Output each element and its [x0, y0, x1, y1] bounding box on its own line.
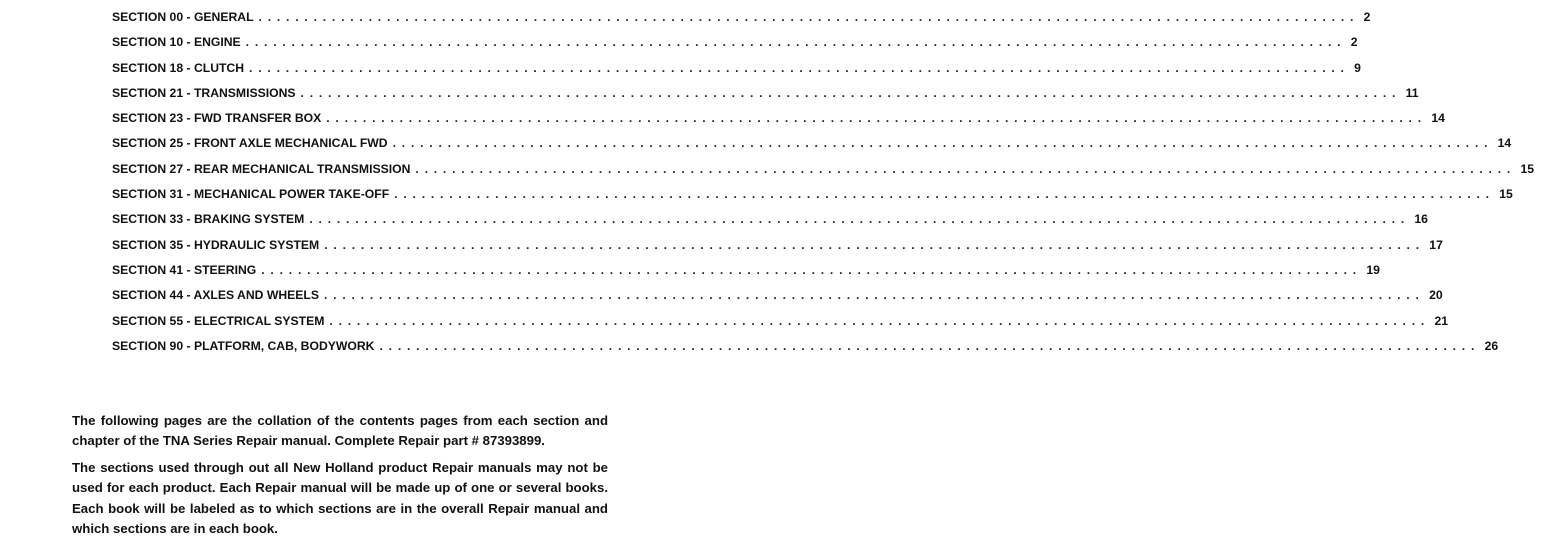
toc-entry[interactable] — [112, 10, 1371, 35]
toc-entry[interactable] — [112, 35, 1358, 60]
toc-entry[interactable] — [112, 288, 1443, 313]
notes-block — [72, 411, 608, 546]
toc-entry-page: 26 — [1484, 338, 1499, 353]
toc-entry[interactable] — [112, 111, 1445, 136]
toc-entry-label: SECTION 10 - ENGINE — [112, 35, 241, 50]
toc-entry-label: SECTION 33 - BRAKING SYSTEM — [112, 212, 305, 227]
toc-entry-label: SECTION 21 - TRANSMISSIONS — [112, 85, 296, 100]
toc-entry-page: 20 — [1429, 288, 1443, 303]
toc-dot-leader: . . . . . . . . . . . . . . . . . . . . . . . . . . . . . . . . . . . . . . . . . . . . . . . . . . . . . . . . . . . . . . . . . . . . . . . . . . . . . . . . . . . . . . . . . . . . . . . . . . . . . . . . . . . . . . . . . . . . . . . . — [309, 212, 1406, 227]
toc-dot-leader: . . . . . . . . . . . . . . . . . . . . . . . . . . . . . . . . . . . . . . . . . . . . . . . . . . . . . . . . . . . . . . . . . . . . . . . . . . . . . . . . . . . . . . . . . . . . . . . . . . . . . . . . . . . . . . . . . . . . . . . . — [323, 288, 1421, 303]
toc-dot-leader: . . . . . . . . . . . . . . . . . . . . . . . . . . . . . . . . . . . . . . . . . . . . . . . . . . . . . . . . . . . . . . . . . . . . . . . . . . . . . . . . . . . . . . . . . . . . . . . . . . . . . . . . . . . . . . . . . . . . . . . . — [415, 161, 1512, 176]
toc-entry-page: 16 — [1414, 212, 1428, 227]
toc-entry[interactable] — [112, 237, 1443, 263]
toc-entry-label: SECTION 44 - AXLES AND WHEELS — [112, 288, 319, 303]
toc-dot-leader: . . . . . . . . . . . . . . . . . . . . . . . . . . . . . . . . . . . . . . . . . . . . . . . . . . . . . . . . . . . . . . . . . . . . . . . . . . . . . . . . . . . . . . . . . . . . . . . . . . . . . . . . . . . . . . . . . . . . . . . . — [394, 187, 1491, 202]
toc-entry-label: SECTION 25 - FRONT AXLE MECHANICAL FWD — [112, 136, 388, 151]
toc-entry[interactable] — [112, 212, 1428, 237]
toc-entry[interactable] — [112, 136, 1512, 161]
table-of-contents — [112, 10, 1535, 364]
toc-entry[interactable] — [112, 60, 1361, 86]
toc-entry[interactable] — [112, 338, 1499, 364]
toc-dot-leader: . . . . . . . . . . . . . . . . . . . . . . . . . . . . . . . . . . . . . . . . . . . . . . . . . . . . . . . . . . . . . . . . . . . . . . . . . . . . . . . . . . . . . . . . . . . . . . . . . . . . . . . . . . . . . . . . . . . . . . . . — [245, 35, 1342, 50]
toc-entry-page: 2 — [1363, 10, 1371, 24]
toc-entry-label: SECTION 35 - HYDRAULIC SYSTEM — [112, 237, 320, 252]
toc-entry-label: SECTION 31 - MECHANICAL POWER TAKE-OFF — [112, 187, 390, 202]
toc-dot-leader: . . . . . . . . . . . . . . . . . . . . . . . . . . . . . . . . . . . . . . . . . . . . . . . . . . . . . . . . . . . . . . . . . . . . . . . . . . . . . . . . . . . . . . . . . . . . . . . . . . . . . . . . . . . . . . . . . . . . . . . . — [249, 60, 1346, 75]
toc-entry-label: SECTION 27 - REAR MECHANICAL TRANSMISSION — [112, 161, 411, 176]
toc-dot-leader: . . . . . . . . . . . . . . . . . . . . . . . . . . . . . . . . . . . . . . . . . . . . . . . . . . . . . . . . . . . . . . . . . . . . . . . . . . . . . . . . . . . . . . . . . . . . . . . . . . . . . . . . . . . . . . . . . . . . . . . . — [392, 136, 1489, 151]
toc-entry-label: SECTION 23 - FWD TRANSFER BOX — [112, 111, 322, 126]
toc-entry-label: SECTION 18 - CLUTCH — [112, 60, 245, 75]
toc-entry-page: 11 — [1405, 85, 1419, 100]
note-paragraph-sections: The sections used through out all New Holland product Repair manuals may not be used for each product. Each Repair manual will be made up of one or several books. Each book will be labeled as to which sections are in the overall Repair manual and which sections are in each book. — [72, 460, 608, 536]
toc-entry-page: 15 — [1520, 161, 1535, 176]
toc-entry-label: SECTION 90 - PLATFORM, CAB, BODYWORK — [112, 338, 375, 353]
toc-entry-page: 15 — [1499, 187, 1513, 202]
toc-entry[interactable] — [112, 85, 1419, 111]
toc-entry-page: 2 — [1350, 35, 1358, 50]
toc-dot-leader: . . . . . . . . . . . . . . . . . . . . . . . . . . . . . . . . . . . . . . . . . . . . . . . . . . . . . . . . . . . . . . . . . . . . . . . . . . . . . . . . . . . . . . . . . . . . . . . . . . . . . . . . . . . . . . . . . . . . . . . . — [324, 237, 1421, 252]
toc-entry[interactable] — [112, 187, 1513, 212]
toc-entry-page: 9 — [1354, 60, 1361, 75]
toc-entry[interactable] — [112, 262, 1380, 288]
toc-dot-leader: . . . . . . . . . . . . . . . . . . . . . . . . . . . . . . . . . . . . . . . . . . . . . . . . . . . . . . . . . . . . . . . . . . . . . . . . . . . . . . . . . . . . . . . . . . . . . . . . . . . . . . . . . . . . . . . . . . . . . . . . — [326, 111, 1423, 126]
toc-dot-leader: . . . . . . . . . . . . . . . . . . . . . . . . . . . . . . . . . . . . . . . . . . . . . . . . . . . . . . . . . . . . . . . . . . . . . . . . . . . . . . . . . . . . . . . . . . . . . . . . . . . . . . . . . . . . . . . . . . . . . . . . — [329, 313, 1426, 328]
toc-entry-label: SECTION 00 - GENERAL — [112, 10, 254, 24]
toc-entry-page: 21 — [1434, 313, 1449, 328]
toc-dot-leader: . . . . . . . . . . . . . . . . . . . . . . . . . . . . . . . . . . . . . . . . . . . . . . . . . . . . . . . . . . . . . . . . . . . . . . . . . . . . . . . . . . . . . . . . . . . . . . . . . . . . . . . . . . . . . . . . . . . . . . . . — [261, 262, 1358, 277]
toc-entry-label: SECTION 41 - STEERING — [112, 262, 257, 277]
toc-entry-page: 14 — [1497, 136, 1512, 151]
toc-entry-label: SECTION 55 - ELECTRICAL SYSTEM — [112, 313, 325, 328]
toc-entry-page: 19 — [1366, 262, 1380, 277]
toc-dot-leader: . . . . . . . . . . . . . . . . . . . . . . . . . . . . . . . . . . . . . . . . . . . . . . . . . . . . . . . . . . . . . . . . . . . . . . . . . . . . . . . . . . . . . . . . . . . . . . . . . . . . . . . . . . . . . . . . . . . . . . . . — [379, 338, 1476, 353]
toc-entry-page: 17 — [1429, 237, 1443, 252]
note-paragraph-collation: The following pages are the collation of the contents pages from each section and chapter of the TNA Series Repair manual. Complete Repair part # 87393899. — [72, 413, 608, 449]
toc-dot-leader: . . . . . . . . . . . . . . . . . . . . . . . . . . . . . . . . . . . . . . . . . . . . . . . . . . . . . . . . . . . . . . . . . . . . . . . . . . . . . . . . . . . . . . . . . . . . . . . . . . . . . . . . . . . . . . . . . . . . . . . . — [258, 10, 1355, 24]
toc-entry[interactable] — [112, 313, 1449, 339]
toc-entry[interactable] — [112, 161, 1535, 187]
toc-dot-leader: . . . . . . . . . . . . . . . . . . . . . . . . . . . . . . . . . . . . . . . . . . . . . . . . . . . . . . . . . . . . . . . . . . . . . . . . . . . . . . . . . . . . . . . . . . . . . . . . . . . . . . . . . . . . . . . . . . . . . . . . — [300, 85, 1397, 100]
toc-entry-page: 14 — [1431, 111, 1445, 126]
